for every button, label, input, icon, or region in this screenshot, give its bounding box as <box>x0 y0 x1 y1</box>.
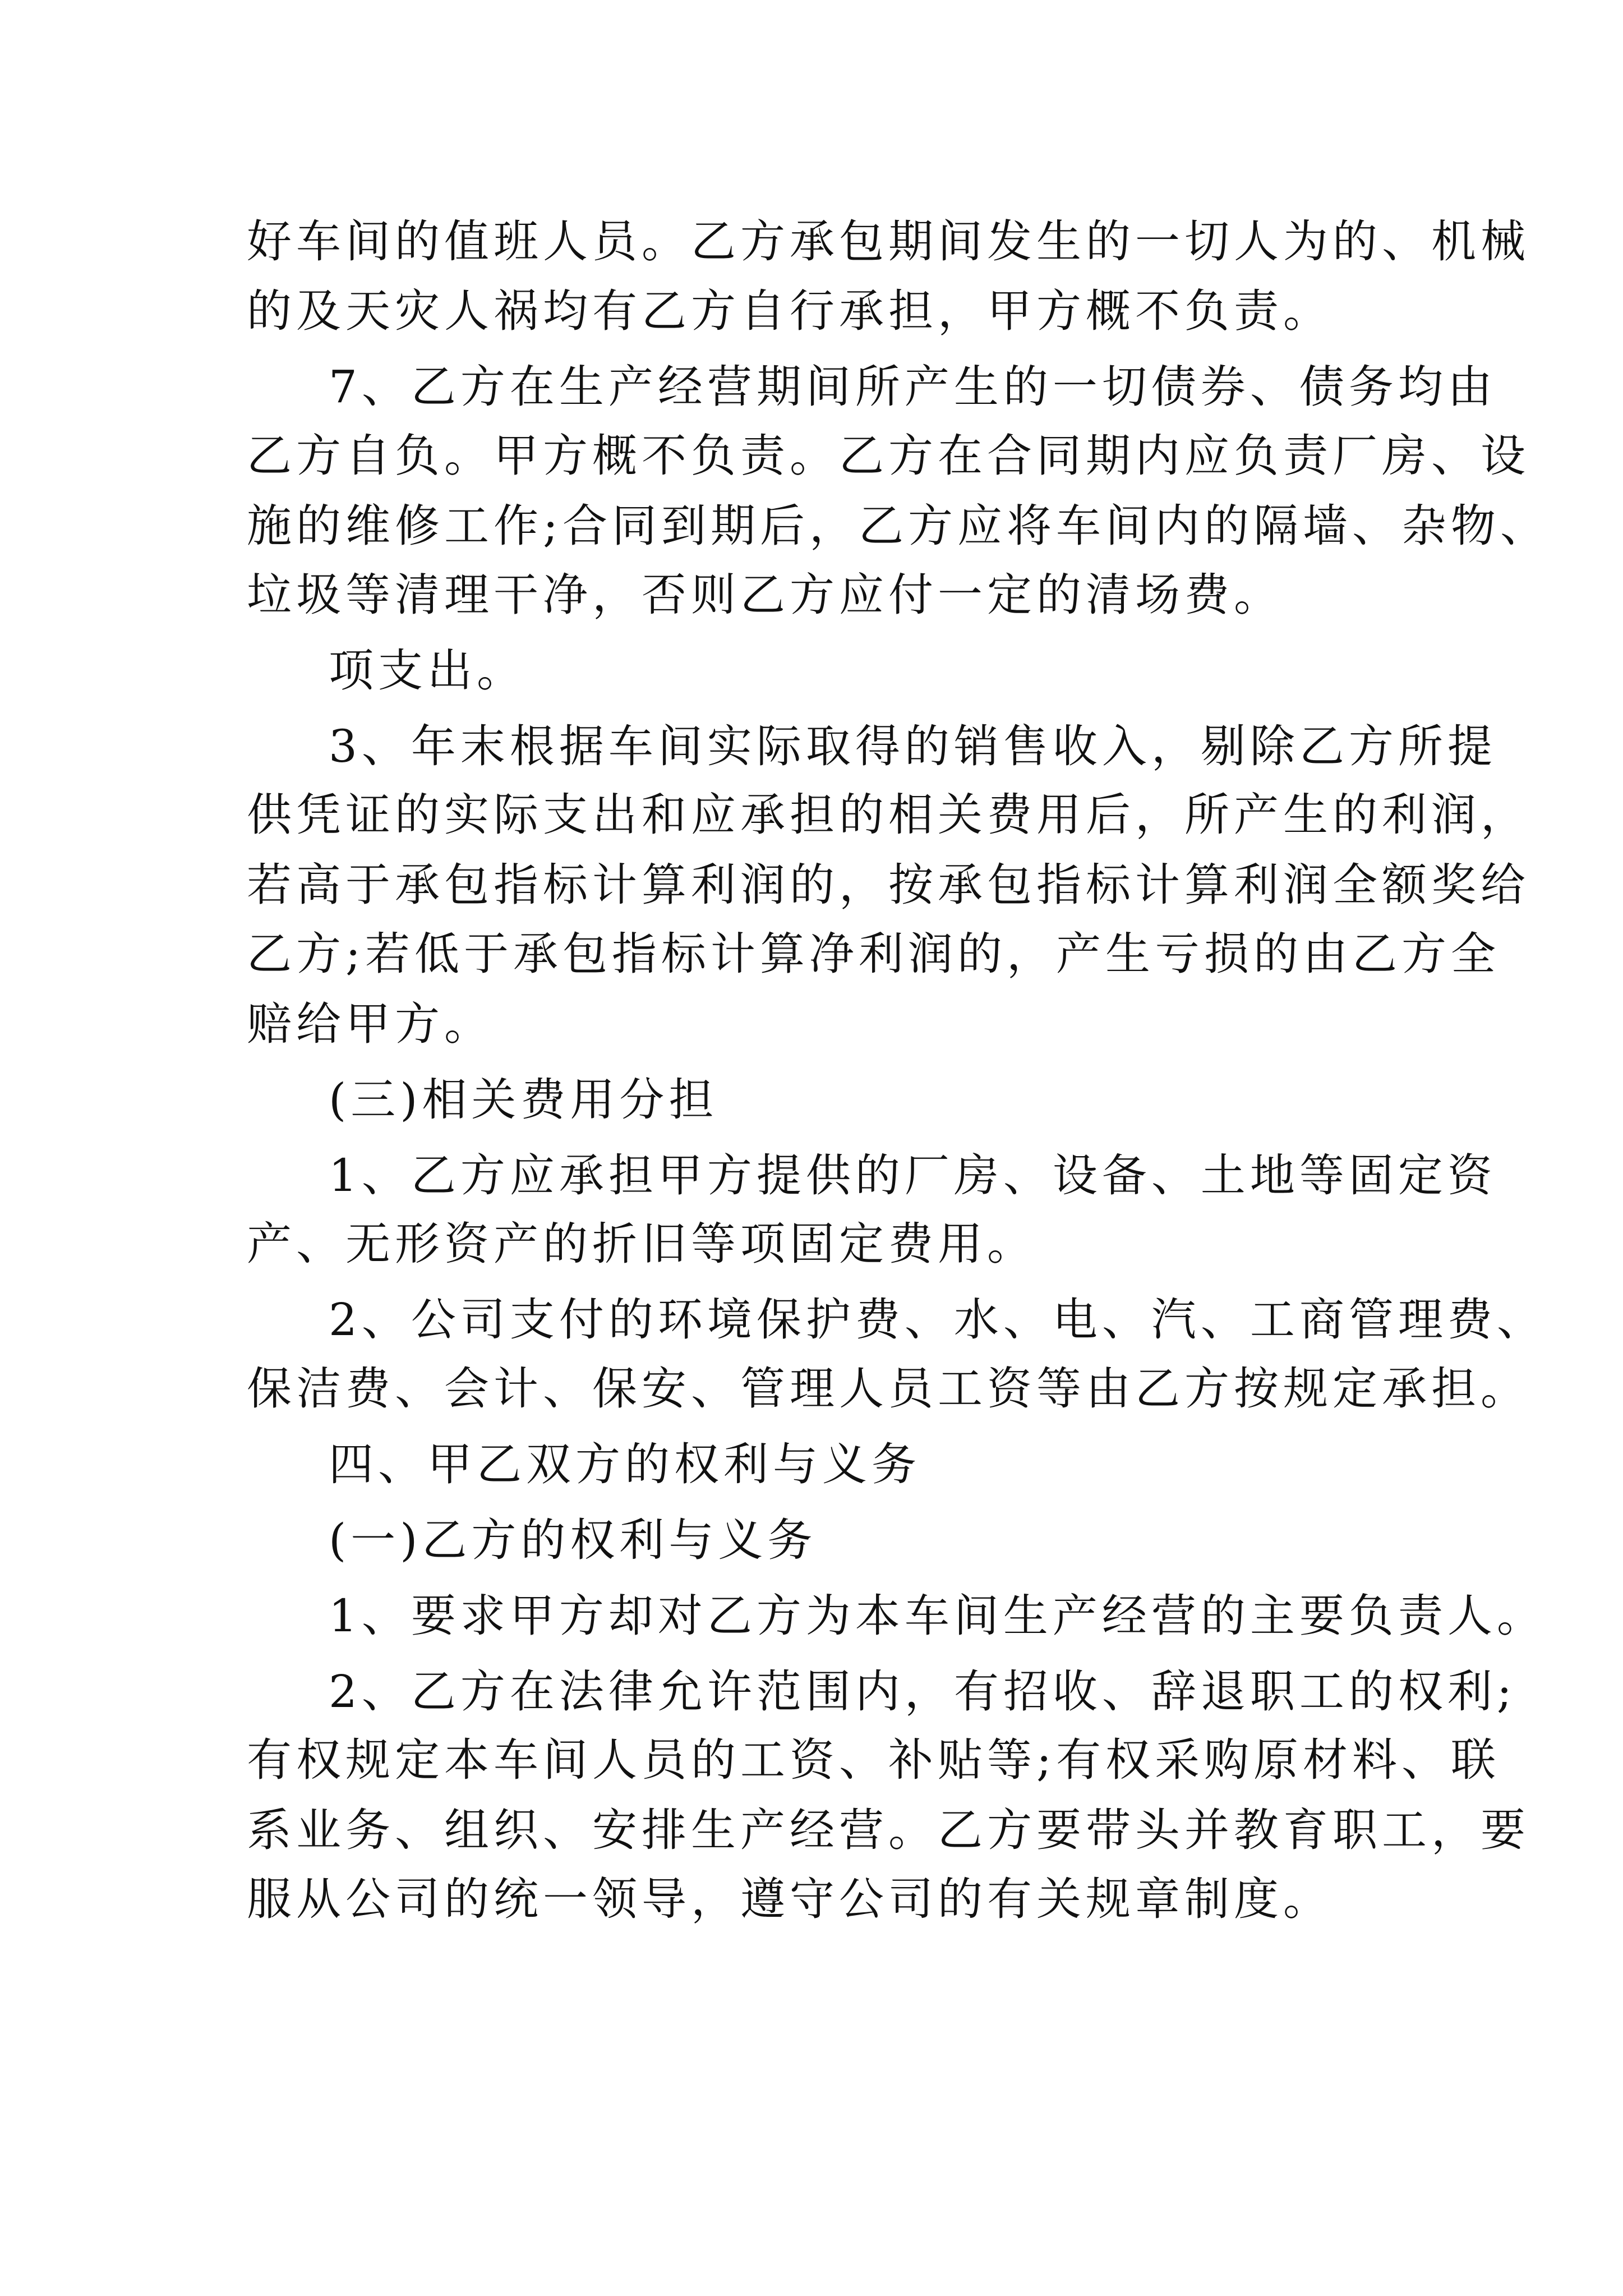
text-line: 系业务、组织、安排生产经营。乙方要带头并教育职工，要 <box>247 1804 1530 1856</box>
text-line: 的及天灾人祸均有乙方自行承担，甲方概不负责。 <box>247 285 1332 337</box>
text-line: 1、乙方应承担甲方提供的厂房、设备、土地等固定资 <box>329 1149 1497 1202</box>
text-line: 项支出。 <box>329 645 526 697</box>
text-line: 2、公司支付的环境保护费、水、电、汽、工商管理费、 <box>329 1294 1546 1346</box>
text-line: 垃圾等清理干净，否则乙方应付一定的清场费。 <box>247 569 1283 621</box>
text-line: 产、无形资产的折旧等项固定费用。 <box>247 1218 1036 1270</box>
section-heading: 四、甲乙双方的权利与义务 <box>329 1438 921 1490</box>
text-line: 7、乙方在生产经营期间所产生的一切债券、债务均由 <box>329 361 1497 413</box>
text-line: 2、乙方在法律允许范围内，有招收、辞退职工的权利; <box>329 1665 1516 1718</box>
text-line: 乙方;若低于承包指标计算净利润的，产生亏损的由乙方全 <box>247 928 1500 980</box>
section-heading: (一)乙方的权利与义务 <box>329 1514 817 1566</box>
text-line: 1、要求甲方却对乙方为本车间生产经营的主要负责人。 <box>329 1590 1546 1642</box>
text-line: 施的维修工作;合同到期后，乙方应将车间内的隔墙、杂物、 <box>247 500 1550 552</box>
section-heading: (三)相关费用分担 <box>329 1074 718 1126</box>
text-line: 3、年末根据车间实际取得的销售收入，剔除乙方所提 <box>329 720 1497 772</box>
text-line: 赔给甲方。 <box>247 998 494 1050</box>
text-line: 服从公司的统一领导，遵守公司的有关规章制度。 <box>247 1873 1332 1925</box>
text-line: 保洁费、会计、保安、管理人员工资等由乙方按规定承担。 <box>247 1363 1530 1415</box>
text-line: 乙方自负。甲方概不负责。乙方在合同期内应负责厂房、设 <box>247 430 1530 482</box>
text-line: 好车间的值班人员。乙方承包期间发生的一切人为的、机械 <box>247 215 1530 268</box>
text-line: 有权规定本车间人员的工资、补贴等;有权采购原材料、联 <box>247 1734 1500 1786</box>
text-line: 供凭证的实际支出和应承担的相关费用后，所产生的利润， <box>247 789 1530 841</box>
text-line: 若高于承包指标计算利润的，按承包指标计算利润全额奖给 <box>247 859 1530 911</box>
